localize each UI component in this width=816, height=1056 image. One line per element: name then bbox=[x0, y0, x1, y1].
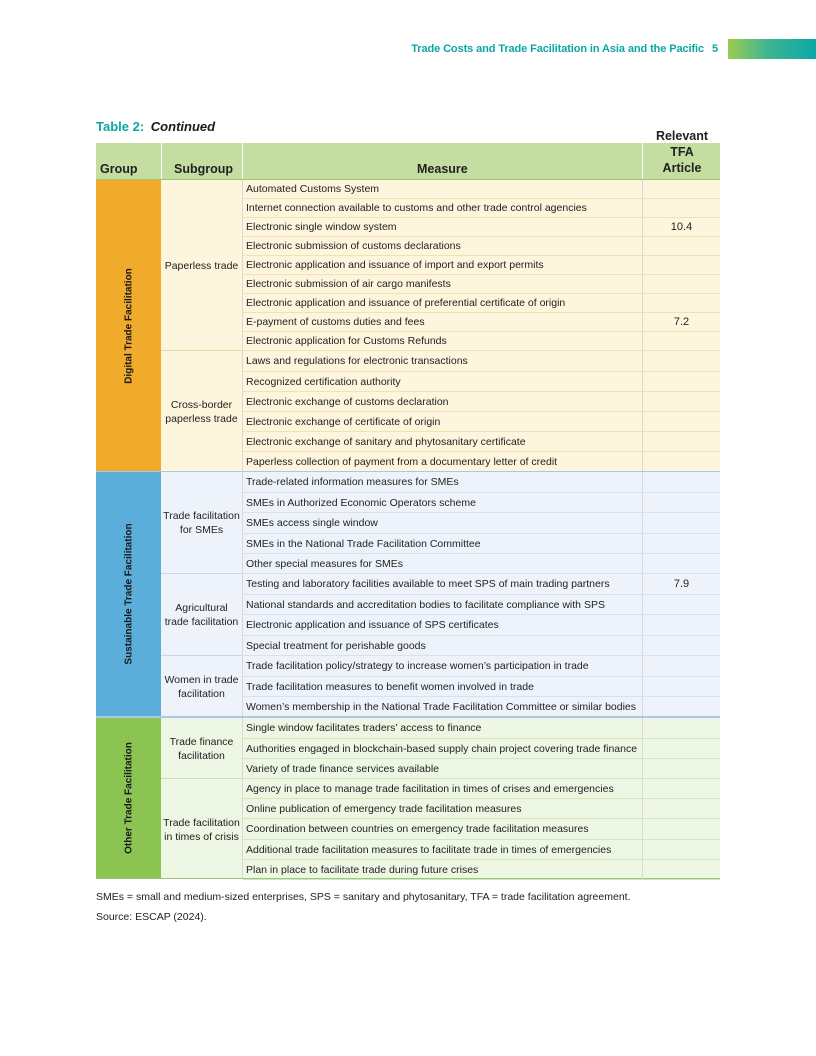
measure-cell: Single window facilitates traders’ access to finance bbox=[246, 722, 482, 734]
table-row bbox=[243, 372, 720, 392]
tfa-article-cell bbox=[642, 799, 720, 818]
measure-column bbox=[242, 718, 720, 878]
group-label: Digital Trade Facilitation bbox=[123, 267, 134, 384]
tfa-article-cell: 7.2 bbox=[642, 313, 720, 331]
subgroup-cell: Trade facilitation in times of crisis bbox=[163, 816, 240, 843]
measure-cell: SMEs access single window bbox=[246, 517, 378, 529]
table-row bbox=[243, 534, 720, 554]
tfa-article-cell bbox=[642, 636, 720, 655]
page-number: 5 bbox=[712, 43, 719, 55]
measure-cell: Electronic application and issuance of preferential certificate of origin bbox=[246, 297, 566, 309]
table-row bbox=[243, 472, 720, 493]
tfa-article-cell bbox=[642, 472, 720, 492]
measure-cell: Online publication of emergency trade facilitation measures bbox=[246, 802, 522, 815]
tfa-article-cell bbox=[642, 332, 720, 350]
tfa-article-cell bbox=[642, 656, 720, 676]
group-section bbox=[96, 180, 720, 471]
tfa-article-cell bbox=[642, 294, 720, 312]
measure-cell: Trade facilitation policy/strategy to increase women’s participation in trade bbox=[246, 660, 589, 672]
measure-cell: Coordination between countries on emergency trade facilitation measures bbox=[246, 823, 589, 835]
table-row bbox=[243, 718, 720, 739]
measure-cell: Electronic application and issuance of import and export permits bbox=[246, 259, 544, 271]
table-row bbox=[243, 759, 720, 779]
tfa-article-cell bbox=[642, 779, 720, 798]
measure-cell: Testing and laboratory facilities available to meet SPS of main trading partners bbox=[246, 578, 610, 590]
group-label: Other Trade Facilitation bbox=[123, 742, 134, 854]
measure-cell: Trade-related information measures for SMEs bbox=[246, 476, 459, 488]
measure-cell: Plan in place to facilitate trade during future crises bbox=[246, 863, 479, 876]
group-label: Sustainable Trade Facilitation bbox=[123, 523, 134, 665]
table-row bbox=[243, 697, 720, 717]
table-row bbox=[243, 819, 720, 840]
group-cell bbox=[96, 180, 161, 471]
table-row bbox=[243, 180, 720, 199]
measure-cell: Electronic submission of air cargo manifests bbox=[246, 278, 451, 290]
tfa-article-cell bbox=[642, 860, 720, 879]
table-row bbox=[243, 199, 720, 218]
table-row bbox=[243, 237, 720, 256]
table-row bbox=[243, 351, 720, 372]
tfa-article-cell bbox=[642, 392, 720, 411]
measure-column bbox=[242, 472, 720, 716]
tfa-article-cell bbox=[642, 697, 720, 716]
measure-cell: Electronic exchange of sanitary and phytosanitary certificate bbox=[246, 435, 526, 448]
table-caption-text: Continued bbox=[150, 119, 216, 134]
table-row bbox=[243, 493, 720, 513]
tfa-article-cell bbox=[642, 452, 720, 471]
tfa-article-cell bbox=[642, 372, 720, 391]
measure-cell: Electronic application and issuance of SPS certificates bbox=[246, 619, 499, 631]
table-row bbox=[243, 218, 720, 237]
tfa-article-cell bbox=[642, 513, 720, 533]
table-row bbox=[243, 294, 720, 313]
measure-column bbox=[242, 180, 720, 471]
table-row bbox=[243, 779, 720, 799]
group-cell bbox=[96, 718, 161, 878]
column-header-measure: Measure bbox=[417, 162, 468, 176]
measure-cell: SMEs in Authorized Economic Operators scheme bbox=[246, 496, 476, 509]
tfa-article-cell bbox=[642, 840, 720, 859]
tfa-article-cell bbox=[642, 199, 720, 217]
table-row bbox=[243, 256, 720, 275]
tfa-article-cell bbox=[642, 739, 720, 758]
measure-cell: SMEs in the National Trade Facilitation Committee bbox=[246, 537, 481, 550]
subgroup-cell: Trade facilitation for SMEs bbox=[163, 510, 240, 536]
table-row bbox=[243, 513, 720, 534]
tfa-article-cell bbox=[642, 351, 720, 371]
subgroup-cell: Cross-border paperless trade bbox=[165, 398, 238, 425]
subgroup-cell: Trade finance facilitation bbox=[169, 735, 234, 762]
measure-cell: Special treatment for perishable goods bbox=[246, 639, 426, 652]
tfa-article-cell bbox=[642, 534, 720, 553]
measure-cell: Electronic exchange of certificate of origin bbox=[246, 415, 441, 428]
source-note: Source: ESCAP (2024). bbox=[96, 911, 207, 923]
measure-cell: Authorities engaged in blockchain-based supply chain project covering trade finance bbox=[246, 742, 638, 755]
measure-cell: Other special measures for SMEs bbox=[246, 557, 403, 570]
measure-cell: Automated Customs System bbox=[246, 183, 380, 195]
tfa-article-cell bbox=[642, 180, 720, 198]
table-row bbox=[243, 412, 720, 432]
table-caption-label: Table 2: bbox=[96, 119, 145, 134]
tfa-article-cell bbox=[642, 412, 720, 431]
table-notes bbox=[96, 887, 631, 927]
tfa-article-cell bbox=[642, 275, 720, 293]
subgroup-cell: Paperless trade bbox=[164, 259, 239, 272]
column-header-tfa-article bbox=[650, 128, 714, 176]
group-cell bbox=[96, 472, 161, 716]
measure-cell: Internet connection available to customs and other trade control agencies bbox=[246, 202, 587, 214]
tfa-article-cell bbox=[642, 493, 720, 512]
table-header-row bbox=[96, 129, 720, 180]
measure-cell: Electronic exchange of customs declaration bbox=[246, 395, 449, 408]
table-row bbox=[243, 677, 720, 697]
tfa-article-cell bbox=[642, 256, 720, 274]
subgroup-cell: Agricultural trade facilitation bbox=[164, 602, 239, 628]
table-row bbox=[243, 275, 720, 294]
measure-cell: Variety of trade finance services available bbox=[246, 762, 439, 775]
table-row bbox=[243, 595, 720, 615]
table-row bbox=[243, 452, 720, 472]
tfa-article-cell bbox=[642, 819, 720, 839]
column-header-subgroup: Subgroup bbox=[174, 162, 234, 176]
measure-cell: Recognized certification authority bbox=[246, 375, 401, 388]
table-row bbox=[243, 840, 720, 860]
subgroup-cell: Women in trade facilitation bbox=[164, 673, 239, 700]
table-row bbox=[243, 799, 720, 819]
group-section bbox=[96, 471, 720, 716]
table-row bbox=[243, 615, 720, 636]
measure-cell: Electronic application for Customs Refunds bbox=[246, 335, 447, 347]
tfa-article-cell: 7.9 bbox=[642, 574, 720, 594]
table-row bbox=[243, 392, 720, 412]
measure-cell: Paperless collection of payment from a documentary letter of credit bbox=[246, 455, 558, 468]
measure-cell: Electronic single window system bbox=[246, 221, 397, 233]
measure-cell: Laws and regulations for electronic transactions bbox=[246, 355, 468, 367]
running-title: Trade Costs and Trade Facilitation in Asia and the Pacific bbox=[411, 43, 704, 55]
running-header bbox=[0, 43, 816, 61]
measure-cell: Additional trade facilitation measures to facilitate trade in times of emergencies bbox=[246, 843, 612, 856]
measures-table bbox=[96, 129, 720, 879]
tfa-article-cell: 10.4 bbox=[642, 218, 720, 236]
table-row bbox=[243, 332, 720, 351]
table-row bbox=[243, 554, 720, 574]
table-body bbox=[96, 180, 720, 878]
tfa-article-cell bbox=[642, 595, 720, 614]
table-row bbox=[243, 860, 720, 880]
header-accent-bar bbox=[728, 39, 816, 59]
measure-cell: Agency in place to manage trade facilitation in times of crises and emergencies bbox=[246, 782, 614, 795]
table-row bbox=[243, 574, 720, 595]
abbreviations-note: SMEs = small and medium-sized enterprises, SPS = sanitary and phytosanitary, TFA = trade facilitation agreement. bbox=[96, 891, 631, 903]
tfa-article-cell bbox=[642, 615, 720, 635]
measure-cell: E-payment of customs duties and fees bbox=[246, 316, 425, 328]
measure-cell: Trade facilitation measures to benefit women involved in trade bbox=[246, 680, 534, 693]
measure-cell: Electronic submission of customs declarations bbox=[246, 240, 461, 252]
column-header-tfa-line2: TFA Article bbox=[662, 145, 702, 175]
tfa-article-cell bbox=[642, 759, 720, 778]
tfa-article-cell bbox=[642, 677, 720, 696]
tfa-article-cell bbox=[642, 237, 720, 255]
group-section bbox=[96, 716, 720, 878]
measure-cell: Women’s membership in the National Trade Facilitation Committee or similar bodies bbox=[246, 700, 637, 713]
measure-cell: National standards and accreditation bodies to facilitate compliance with SPS bbox=[246, 598, 605, 611]
table-row bbox=[243, 739, 720, 759]
tfa-article-cell bbox=[642, 432, 720, 451]
table-row bbox=[243, 432, 720, 452]
column-header-group: Group bbox=[100, 162, 138, 176]
table-caption bbox=[96, 119, 215, 134]
column-header-tfa-line1: Relevant bbox=[655, 129, 709, 143]
table-row bbox=[243, 656, 720, 677]
tfa-article-cell bbox=[642, 718, 720, 738]
table-row bbox=[243, 636, 720, 656]
tfa-article-cell bbox=[642, 554, 720, 573]
table-row bbox=[243, 313, 720, 332]
